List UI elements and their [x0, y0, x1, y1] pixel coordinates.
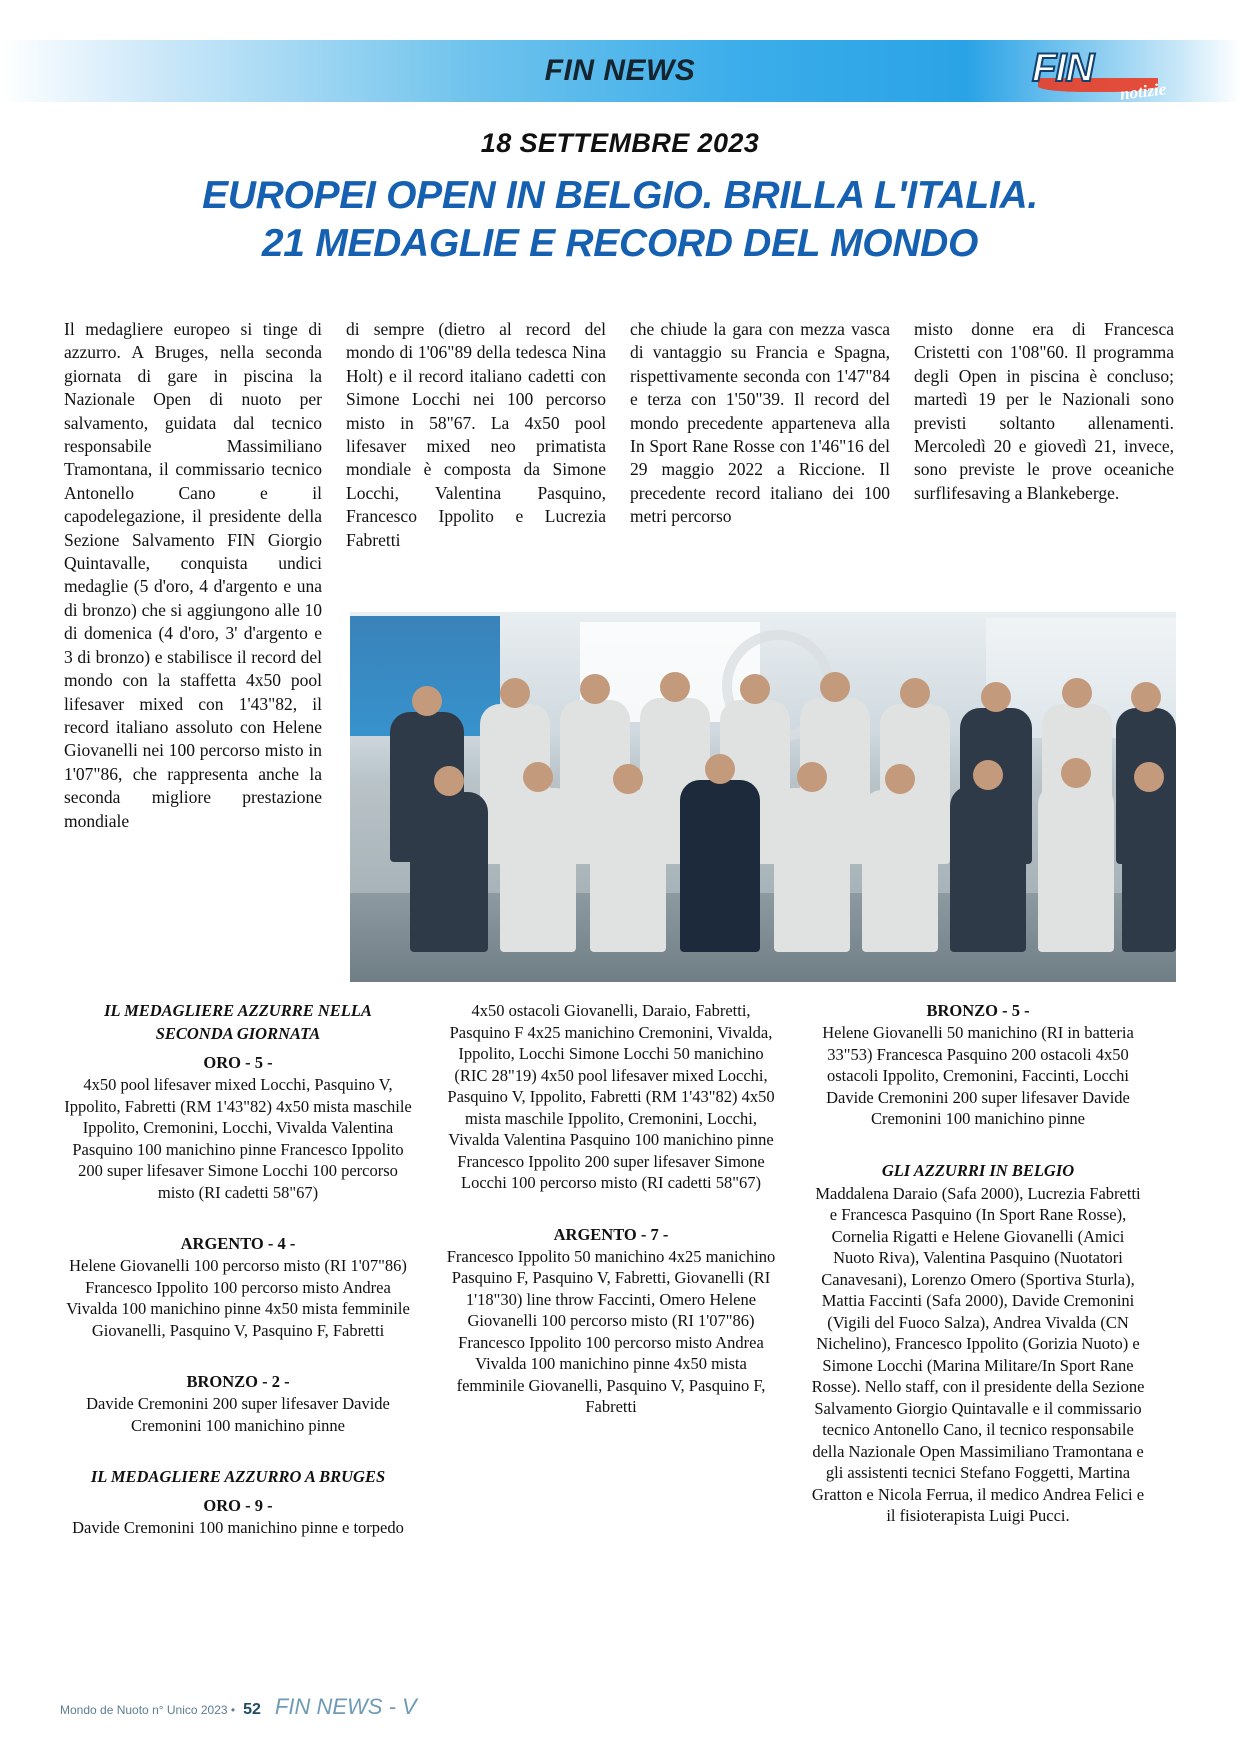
right-azzurri-heading: GLI AZZURRI IN BELGIO — [881, 1160, 1075, 1180]
spacer — [64, 1436, 412, 1466]
left-oro2-heading: ORO - 9 - — [203, 1496, 273, 1515]
middle-list-body-top: 4x50 ostacoli Giovanelli, Daraio, Fabretti, Pasquino F 4x25 manichino Cremonini, Vivalda, Ippolito, Locchi Simone Locchi 50 manichino (RIC 28"19) 4x50 pool lifesaver mixed Locchi, Pasquino V, Ippolito, Fabretti (RM 1'43"82) 4x50 mista maschile Ippolito, Cremonini, Locchi, Vivalda Valentina Pasquino 100 manichino pinne Francesco Ippolito 200 super lifesaver Simone Locchi 100 percorso misto (RI cadetti 58"67) — [447, 1001, 775, 1192]
fin-logo — [1032, 44, 1168, 102]
right-bronzo-heading: BRONZO - 5 - — [926, 1001, 1030, 1020]
logo-sub-text: notizie — [1118, 79, 1167, 104]
headline-line-2: 21 MEDAGLIE E RECORD DEL MONDO — [261, 222, 979, 265]
page-title — [60, 172, 1180, 268]
left-list-title-line-2: SECONDA GIORNATA — [155, 1024, 321, 1043]
photo-person — [500, 788, 576, 952]
logo-main-text: FIN — [1032, 46, 1094, 90]
article-column-2: di sempre (dietro al record del mondo di 1'06"89 della tedesca Nina Holt) e il record italiano cadetti con Simone Locchi nei 100 percorso misto in 58"67. La 4x50 pool lifesaver mixed neo primatista mondiale è composta da Simone Locchi, Valentina Pasquino, Francesco Ippolito e Lucrezia Fabretti — [346, 319, 606, 550]
article-column-4: misto donne era di Francesca Cristetti con 1'08"60. Il programma degli Open in piscina è concluso; martedì 19 per le Nazionali sono previsti soltanto allenamenti. Mercoledì 20 e giovedì 21, invece, sono previste le prove oceaniche surflifesaving a Blankeberge. — [914, 319, 1174, 503]
spacer — [64, 1341, 412, 1363]
photo-person — [774, 788, 850, 952]
spacer — [64, 1203, 412, 1225]
photo-person — [590, 790, 666, 952]
spacer — [810, 1130, 1146, 1160]
photo-person — [950, 786, 1026, 952]
left-argento-body: Helene Giovanelli 100 percorso misto (RI 1'07"86) Francesco Ippolito 100 percorso misto Andrea Vivalda 100 manichino pinne 4x50 mista femminile Giovanelli, Pasquino V, Pasquino F, Fabretti — [66, 1256, 410, 1340]
article-column-3: che chiude la gara con mezza vasca di vantaggio su Francia e Spagna, rispettivamente seconda con 1'47"84 e terza con 1'50"39. Il record del mondo precedente apparteneva alla In Sport Rane Rosse con 1'46"16 del 29 maggio 2022 a Riccione. Il precedente record italiano dei 100 metri percorso — [630, 319, 890, 527]
middle-argento-heading: ARGENTO - 7 - — [553, 1224, 669, 1244]
article-date: 18 SETTEMBRE 2023 — [480, 128, 760, 158]
left-bronzo-body: Davide Cremonini 200 super lifesaver Davide Cremonini 100 manichino pinne — [86, 1394, 390, 1435]
photo-person — [1122, 788, 1176, 952]
medal-list-right — [810, 1000, 1146, 1539]
left-oro-body: 4x50 pool lifesaver mixed Locchi, Pasquino V, Ippolito, Fabretti (RM 1'43"82) 4x50 mista maschile Ippolito, Cremonini, Locchi, Vivalda Valentina Pasquino 100 manichino pinne Francesco Ippolito 200 super lifesaver Simone Locchi 100 percorso misto (RI cadetti 58"67) — [64, 1075, 412, 1202]
left-bronzo-heading: BRONZO - 2 - — [186, 1372, 290, 1391]
spacer — [446, 1194, 776, 1216]
footer-section-label: FIN NEWS - V — [274, 1694, 417, 1719]
page-header — [0, 40, 1240, 102]
right-bronzo-body: Helene Giovanelli 50 manichino (RI in batteria 33"53) Francesca Pasquino 200 ostacoli 4x50 ostacoli Ippolito, Cremonini, Faccinti, Locchi Davide Cremonini 200 super lifesaver Davide Cremonini 100 manichino pinne — [822, 1023, 1134, 1128]
team-photo — [350, 612, 1176, 982]
photo-person — [680, 780, 760, 952]
left-list-title-2: IL MEDAGLIERE AZZURRO A BRUGES — [90, 1467, 386, 1486]
footer-publication: Mondo de Nuoto n° Unico 2023 • — [60, 1703, 236, 1717]
header-title: FIN NEWS — [544, 54, 696, 87]
photo-person — [862, 790, 938, 952]
photo-person — [1038, 784, 1114, 952]
left-list-title-line-1: IL MEDAGLIERE AZZURRE NELLA — [104, 1001, 372, 1020]
left-oro-heading: ORO - 5 - — [203, 1053, 273, 1072]
medal-list-left — [64, 1000, 412, 1539]
footer-page-number: 52 — [243, 1701, 261, 1718]
left-oro2-body: Davide Cremonini 100 manichino pinne e torpedo — [72, 1518, 404, 1537]
medal-list-middle — [446, 1000, 776, 1539]
middle-argento-body: Francesco Ippolito 50 manichino 4x25 manichino Pasquino F, Pasquino V, Fabretti, Giovanelli (RI 1'18"30) line throw Faccinti, Omero Helene Giovanelli 100 percorso misto (RI 1'07"86) Francesco Ippolito 100 percorso misto Andrea Vivalda 100 manichino pinne 4x50 mista femminile Giovanelli, Pasquino V, Pasquino F, Fabretti — [446, 1246, 776, 1416]
photo-person — [410, 792, 488, 952]
medal-lists — [64, 1000, 1176, 1539]
headline-line-1: EUROPEI OPEN IN BELGIO. BRILLA L'ITALIA. — [202, 174, 1038, 217]
left-argento-heading: ARGENTO - 4 - — [180, 1234, 296, 1253]
page-footer — [60, 1694, 1180, 1720]
right-azzurri-body: Maddalena Daraio (Safa 2000), Lucrezia Fabretti e Francesca Pasquino (In Sport Rane Rosse), Cornelia Rigatti e Helene Giovanelli (Amici Nuoto Riva), Valentina Pasquino (Nuotatori Canavesani), Lorenzo Omero (Sportiva Sturla), Mattia Faccinti (Safa 2000), Davide Cremonini (Vigili del Fuoco Salza), Andrea Vivalda (CN Nichelino), Francesco Ippolito (Gorizia Nuoto) e Simone Locchi (Marina Militare/In Sport Rane Rosse). Nello staff, con il presidente della Sezione Salvamento Giorgio Quintavalle e il commissario tecnico Antonello Cano, il tecnico responsabile della Nazionale Open Massimiliano Tramontana e gli assistenti tecnici Stefano Foggetti, Martina Gratton e Nicola Ferrua, il medico Andrea Felici e il fisioterapista Luigi Pucci. — [811, 1183, 1145, 1525]
article-column-1: Il medagliere europeo si tinge di azzurro. A Bruges, nella seconda giornata di gare in piscina la Nazionale Open di nuoto per salvamento, guidata dal tecnico responsabile Massimiliano Tramontana, il commissario tecnico Antonello Cano e il capodelegazione, il presidente della Sezione Salvamento FIN Giorgio Quintavalle, conquista undici medaglie (5 d'oro, 4 d'argento e una di bronzo) che si aggiungono alle 10 di domenica (4 d'oro, 3' d'argento e 3 di bronzo) e stabilisce il record del mondo con la staffetta 4x50 pool lifesaver mixed con 1'43"82, il record italiano assoluto con Helene Giovanelli nei 100 percorso misto in 1'07"86, che rappresenta anche la seconda migliore prestazione mondiale — [64, 319, 322, 831]
